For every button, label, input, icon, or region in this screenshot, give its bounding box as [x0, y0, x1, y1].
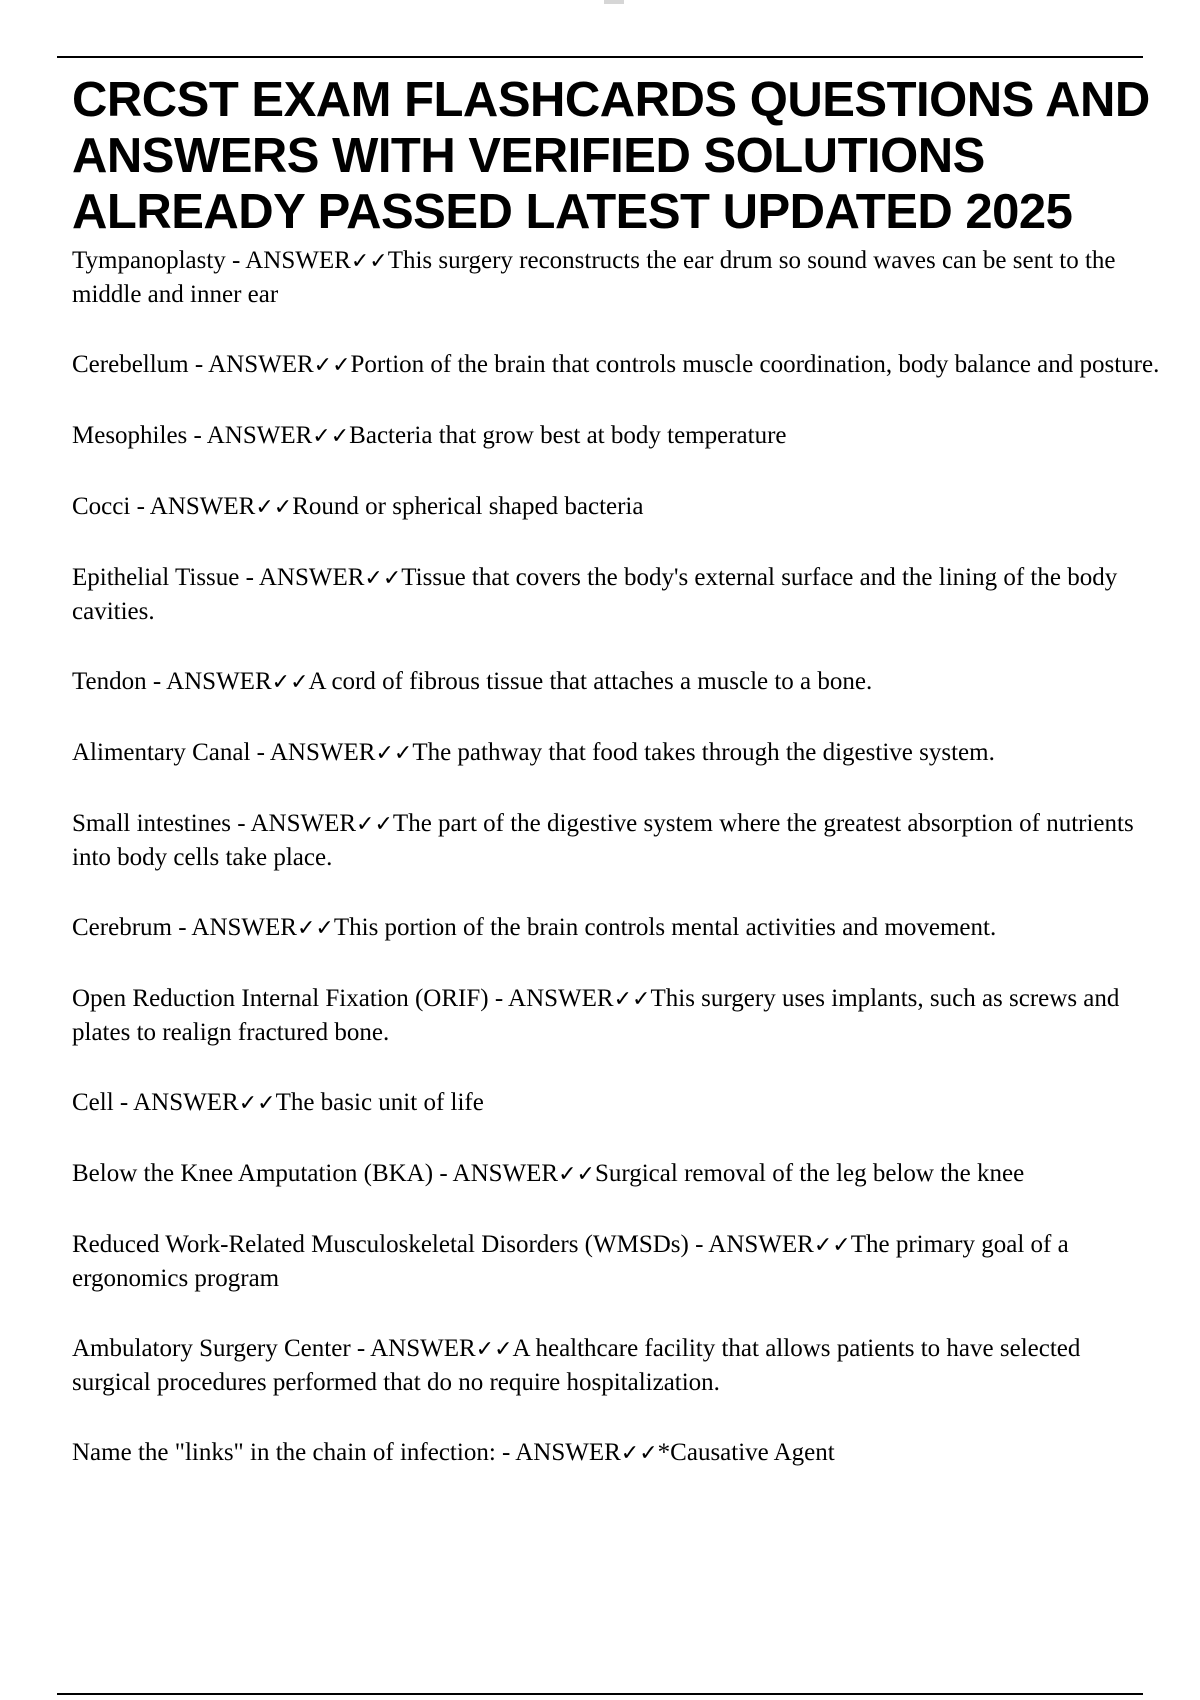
flashcard-answer: This surgery reconstructs the ear drum so sound waves can be sent to the middle and inner ear [72, 247, 1116, 308]
double-check-icon: ✓✓ [296, 916, 334, 941]
term-answer-separator: - [187, 422, 207, 449]
flashcard-item [72, 490, 1162, 524]
double-check-icon: ✓✓ [255, 495, 293, 520]
term-answer-separator: - [688, 1231, 709, 1258]
double-check-icon: ✓✓ [271, 670, 309, 695]
top-divider [57, 56, 1143, 58]
answer-label: ANSWER [258, 564, 365, 591]
flashcard-term: Cocci [72, 493, 131, 520]
term-answer-separator: - [171, 914, 192, 941]
answer-label: ANSWER [708, 1231, 814, 1258]
double-check-icon: ✓✓ [313, 353, 351, 378]
flashcard-term: Reduced Work-Related Musculoskeletal Disorders (WMSDs) [72, 1231, 689, 1258]
answer-label: ANSWER [515, 1439, 621, 1466]
answer-label: ANSWER [149, 493, 256, 520]
term-answer-separator: - [495, 1439, 516, 1466]
answer-label: ANSWER [245, 247, 351, 274]
answer-label: ANSWER [166, 668, 272, 695]
flashcard-term: Cell [72, 1089, 114, 1116]
flashcard-term: Small intestines [72, 810, 232, 837]
flashcard-answer: Bacteria that grow best at body temperature [349, 422, 787, 449]
flashcard-answer: Surgical removal of the leg below the knee [594, 1160, 1025, 1187]
flashcard-item [72, 561, 1162, 628]
flashcard-term: Epithelial Tissue [72, 564, 240, 591]
flashcard-answer: A healthcare facility that allows patients to have selected surgical procedures performed that do no require hospitalization. [72, 1335, 1081, 1396]
double-check-icon: ✓✓ [312, 424, 350, 449]
double-check-icon: ✓✓ [375, 741, 413, 766]
flashcard-term: Below the Knee Amputation (BKA) [72, 1160, 434, 1187]
flashcard-item [72, 665, 1162, 699]
flashcard-answer: A cord of fibrous tissue that attaches a muscle to a bone. [308, 668, 873, 695]
term-answer-separator: - [488, 985, 509, 1012]
answer-label: ANSWER [133, 1089, 239, 1116]
term-answer-separator: - [130, 493, 150, 520]
flashcard-term: Tendon [72, 668, 147, 695]
term-answer-separator: - [239, 564, 259, 591]
answer-label: ANSWER [269, 739, 376, 766]
flashcard-answer: The part of the digestive system where the greatest absorption of nutrients into body cells take place. [72, 810, 1134, 871]
page-top-marker [604, 0, 624, 4]
flashcard-item [72, 736, 1162, 770]
flashcard-item [72, 807, 1162, 874]
answer-label: ANSWER [508, 985, 614, 1012]
flashcard-answer: This portion of the brain controls mental activities and movement. [333, 914, 997, 941]
flashcard-item [72, 1332, 1162, 1399]
flashcard-item [72, 1436, 1162, 1470]
flashcard-answer: Round or spherical shaped bacteria [292, 493, 644, 520]
flashcard-item [72, 348, 1162, 382]
term-answer-separator: - [113, 1089, 134, 1116]
answer-label: ANSWER [206, 422, 313, 449]
double-check-icon: ✓✓ [238, 1091, 276, 1116]
flashcard-answer: This surgery uses implants, such as screws and plates to realign fractured bone. [72, 985, 1120, 1046]
answer-label: ANSWER [208, 351, 314, 378]
flashcard-item [72, 1157, 1162, 1191]
double-check-icon: ✓✓ [613, 987, 651, 1012]
double-check-icon: ✓✓ [558, 1162, 595, 1187]
term-answer-separator: - [225, 247, 246, 274]
term-answer-separator: - [231, 810, 251, 837]
double-check-icon: ✓✓ [813, 1233, 851, 1258]
flashcard-item [72, 911, 1162, 945]
double-check-icon: ✓✓ [364, 566, 402, 591]
flashcard-term: Name the "links" in the chain of infection: [72, 1439, 496, 1466]
flashcard-term: Cerebellum [72, 351, 189, 378]
flashcard-term: Mesophiles [72, 422, 188, 449]
flashcard-item [72, 244, 1162, 311]
flashcard-answer: *Causative Agent [657, 1439, 835, 1466]
flashcard-term: Tympanoplasty [72, 247, 226, 274]
term-answer-separator: - [433, 1160, 453, 1187]
double-check-icon: ✓✓ [475, 1337, 513, 1362]
flashcard-answer: Portion of the brain that controls muscle coordination, body balance and posture. [350, 351, 1160, 378]
double-check-icon: ✓✓ [356, 812, 393, 837]
flashcard-list [72, 244, 1162, 1507]
answer-label: ANSWER [452, 1160, 559, 1187]
flashcard-item [72, 1228, 1162, 1295]
flashcard-item [72, 419, 1162, 453]
flashcard-term: Cerebrum [72, 914, 172, 941]
term-answer-separator: - [146, 668, 167, 695]
flashcard-term: Open Reduction Internal Fixation (ORIF) [72, 985, 489, 1012]
document-title: CRCST EXAM FLASHCARDS QUESTIONS AND ANSWERS WITH VERIFIED SOLUTIONS ALREADY PASSED LATEST UPDATED 2025 [72, 73, 1150, 239]
term-answer-separator: - [250, 739, 270, 766]
bottom-divider [57, 1693, 1143, 1695]
term-answer-separator: - [188, 351, 209, 378]
answer-label: ANSWER [191, 914, 297, 941]
flashcard-item [72, 1086, 1162, 1120]
flashcard-answer: The primary goal of a ergonomics program [72, 1231, 1069, 1292]
term-answer-separator: - [350, 1335, 371, 1362]
answer-label: ANSWER [370, 1335, 476, 1362]
flashcard-item [72, 982, 1162, 1049]
answer-label: ANSWER [250, 810, 357, 837]
flashcard-answer: The basic unit of life [275, 1089, 484, 1116]
flashcard-term: Ambulatory Surgery Center [72, 1335, 351, 1362]
flashcard-answer: Tissue that covers the body's external surface and the lining of the body cavities. [72, 564, 1118, 625]
flashcard-answer: The pathway that food takes through the digestive system. [412, 739, 995, 766]
double-check-icon: ✓✓ [620, 1441, 658, 1466]
double-check-icon: ✓✓ [350, 249, 388, 274]
flashcard-term: Alimentary Canal [72, 739, 251, 766]
